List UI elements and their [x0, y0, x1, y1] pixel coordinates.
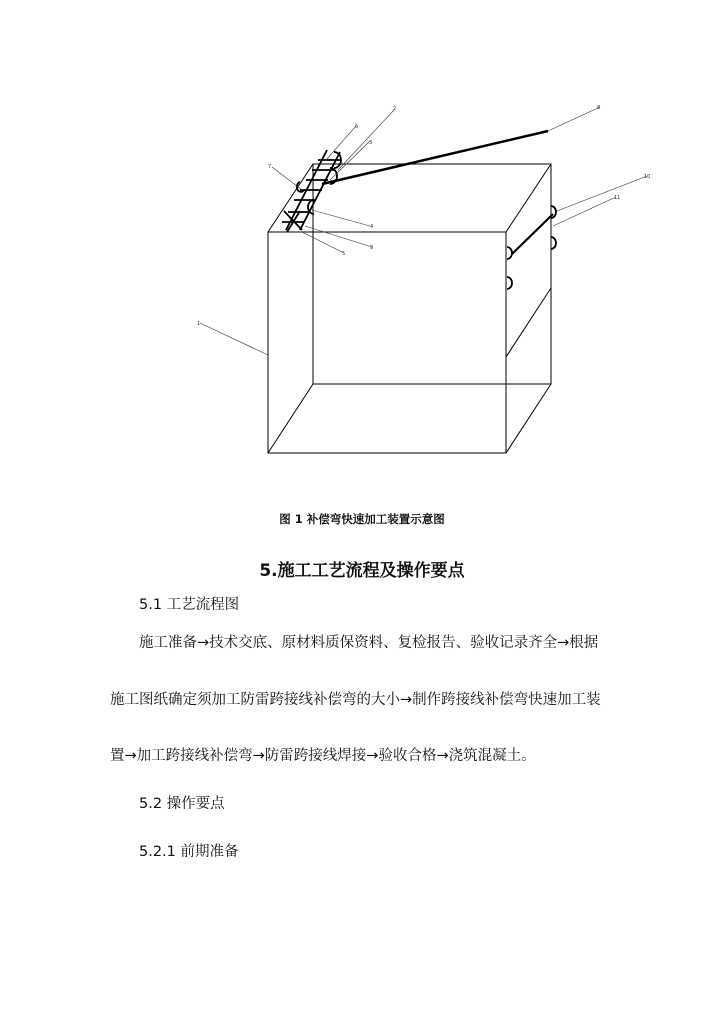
callout-label: 9 — [370, 245, 374, 251]
callout-label: 2 — [393, 106, 397, 112]
callout-label: 7 — [268, 164, 272, 170]
callout-label: 1 — [197, 321, 201, 327]
rebar-rod — [322, 131, 548, 184]
callout-label: 11 — [614, 195, 621, 201]
callout-label: 8 — [597, 105, 601, 111]
paragraph-line: 施工图纸确定须加工防雷跨接线补偿弯的大小→制作跨接线补偿弯快速加工装 — [110, 692, 601, 708]
box-edge — [268, 384, 313, 453]
subsection-title: 5.1 工艺流程图 — [139, 597, 240, 613]
device-schematic-diagram — [0, 0, 724, 500]
box-edge — [506, 384, 551, 453]
section-heading: 5.施工工艺流程及操作要点 — [259, 561, 465, 581]
callout-label: 5 — [342, 251, 346, 257]
callout-label: 4 — [370, 224, 374, 230]
paragraph-line: 施工准备→技术交底、原材料质保资料、复检报告、验收记录齐全→根据 — [139, 635, 599, 651]
figure-caption: 图 1 补偿弯快速加工装置示意图 — [279, 512, 445, 526]
box-front-face — [268, 232, 506, 453]
subsection-title: 5.2.1 前期准备 — [139, 844, 239, 860]
callout-label: 6 — [355, 124, 359, 130]
callout-label: 3 — [369, 140, 373, 146]
subsection-title: 5.2 操作要点 — [139, 796, 225, 812]
box-side-diagonal — [506, 288, 551, 357]
rebar-rod-side — [512, 214, 553, 254]
callout-label: 10 — [644, 174, 651, 180]
bending-frame — [282, 150, 341, 232]
box-back-face — [313, 164, 551, 384]
paragraph-line: 置→加工跨接线补偿弯→防雷跨接线焊接→验收合格→浇筑混凝土。 — [110, 748, 536, 764]
